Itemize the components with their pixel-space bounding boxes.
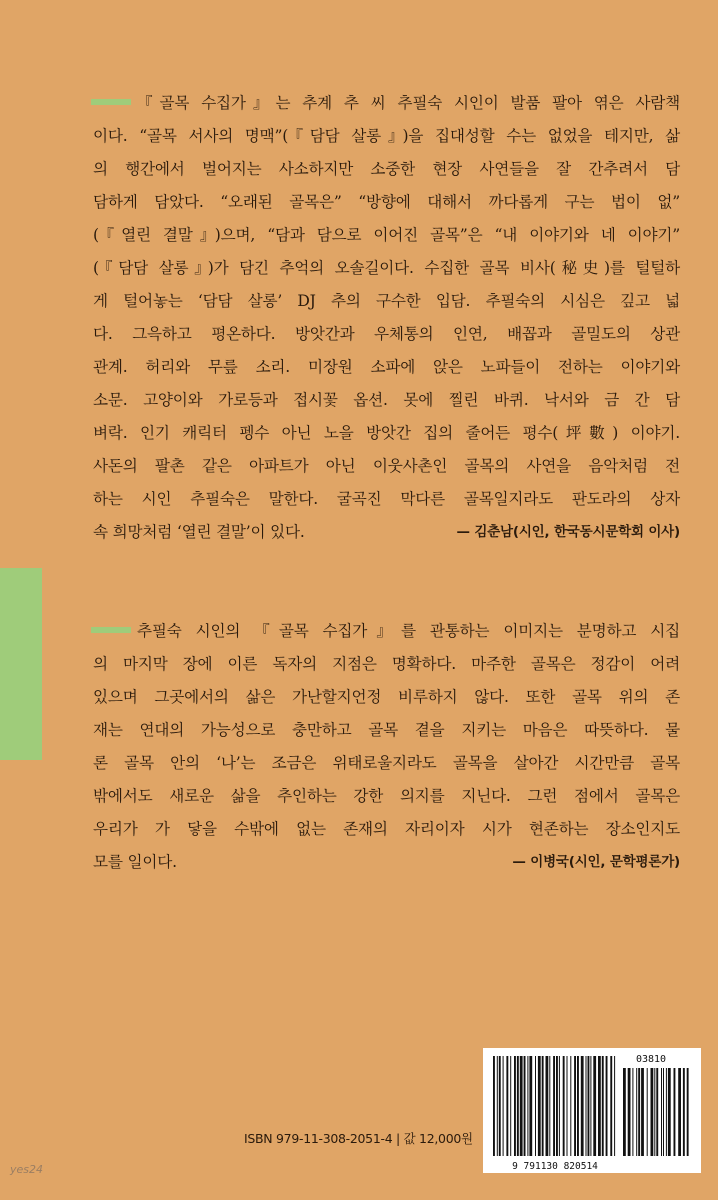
text-line: 담하게 담았다. “오래된 골목은” “방향에 대해서 까다롭게 구는 법이 없” — [93, 193, 680, 211]
text-line: 다. 그윽하고 평온하다. 방앗간과 우체통의 인연, 배꼽과 골밀도의 상관 — [93, 325, 680, 343]
barcode-bar — [610, 1056, 612, 1156]
barcode-bar — [538, 1056, 541, 1156]
text-line: 『골목 수집가』는 추계 추 씨 추필숙 시인이 발품 팔아 엮은 사람책 — [137, 94, 680, 112]
barcode-bar — [510, 1056, 511, 1156]
barcode-bar — [529, 1056, 532, 1156]
barcode-bar — [527, 1056, 528, 1156]
barcode-bar — [656, 1068, 658, 1156]
text-line-last — [93, 846, 680, 879]
barcode-bar — [506, 1056, 508, 1156]
barcode-bar — [493, 1056, 495, 1156]
barcode-bar — [586, 1056, 587, 1156]
text-line: 소문. 고양이와 가로등과 접시꽃 옵션. 못에 찔린 바퀴. 낙서와 금 간 담 — [93, 391, 680, 409]
barcode-bar — [678, 1068, 681, 1156]
barcode-bar — [668, 1068, 671, 1156]
barcode-bar — [683, 1068, 685, 1156]
barcode-bar — [636, 1068, 637, 1156]
reviewer-signature: — 이병국(시인, 문학평론가) — [512, 854, 680, 870]
barcode-bar — [520, 1056, 523, 1156]
text-line: 밖에서도 새로운 삶을 추인하는 강한 의지를 지닌다. 그런 점에서 골목은 — [93, 787, 680, 805]
barcode-bar — [602, 1056, 604, 1156]
barcode-bar — [687, 1068, 689, 1156]
barcode-bar — [556, 1056, 558, 1156]
barcode-bar — [651, 1068, 654, 1156]
text-line: 있으며 그곳에서의 삶은 가난할지언정 비루하지 않다. 또한 골목 위의 존 — [93, 688, 680, 706]
barcode-bar — [666, 1068, 667, 1156]
barcode-bar — [546, 1056, 549, 1156]
barcode-bar — [497, 1056, 498, 1156]
barcode-bar — [654, 1068, 655, 1156]
barcode — [483, 1048, 701, 1173]
text-line: 하는 시인 추필숙은 말한다. 굴곡진 막다른 골목일지라도 판도라의 상자 — [93, 490, 680, 508]
barcode-bar — [638, 1068, 640, 1156]
barcode-bar — [674, 1068, 676, 1156]
text-line: (『열린 결말』)으며, “담과 담으로 이어진 골목”은 “내 이야기와 네 이야기” — [93, 226, 680, 244]
text-line: 추필숙 시인의 『골목 수집가』를 관통하는 이미지는 분명하고 시집 — [137, 622, 680, 640]
barcode-bar — [570, 1056, 571, 1156]
barcode-bar — [563, 1056, 565, 1156]
barcode-bar — [567, 1056, 568, 1156]
text-line-last — [93, 516, 680, 549]
isbn-price-text: ISBN 979-11-308-2051-4 | 값 12,000원 — [244, 1131, 473, 1146]
barcode-bar — [574, 1056, 576, 1156]
barcode-bar — [542, 1056, 544, 1156]
last-line-text: 모를 일이다. — [93, 853, 177, 871]
barcode-bar — [628, 1068, 631, 1156]
text-line: 우리가 가 닿을 수밖에 없는 존재의 자리이자 시가 현존하는 장소인지도 — [93, 820, 680, 838]
barcode-bar — [606, 1056, 608, 1156]
barcode-bar — [661, 1068, 662, 1156]
text-line: 재는 연대의 가능성으로 충만하고 골목 곁을 지키는 마음은 따뜻하다. 물 — [93, 721, 680, 739]
text-line: (『담담 살롱』)가 담긴 추억의 오솔길이다. 수집한 골목 비사(秘史)를 털털하 — [93, 259, 680, 277]
text-line: 사돈의 팔촌 같은 아파트가 아닌 이웃사촌인 골목의 사연을 음악처럼 전 — [93, 457, 680, 475]
text-line: 론 골목 안의 ‘나’는 조금은 위태로울지라도 골목을 살아간 시간만큼 골목 — [93, 754, 680, 772]
barcode-bar — [588, 1056, 590, 1156]
barcode-bar — [503, 1056, 504, 1156]
barcode-bar — [581, 1056, 584, 1156]
barcode-bar — [647, 1068, 648, 1156]
text-line: 벼락. 인기 캐릭터 펭수 아닌 노을 방앗간 집의 줄어든 평수(坪數) 이야기. — [93, 424, 680, 442]
review1-paragraph — [93, 87, 680, 549]
barcode-bar — [514, 1056, 516, 1156]
text-line: 의 행간에서 벌어지는 사소하지만 소중한 현장 사연들을 잘 간추려서 담 — [93, 160, 680, 178]
text-line: 이다. “골목 서사의 명맥”(『담담 살롱』)을 집대성할 수는 없었을 테지만, 삶 — [93, 127, 680, 145]
barcode-bar — [499, 1056, 501, 1156]
side-accent-bar — [0, 568, 42, 760]
text-line: 관계. 허리와 무릎 소리. 미장원 소파에 앉은 노파들이 전하는 이야기와 — [93, 358, 680, 376]
barcode-bar — [549, 1056, 550, 1156]
barcode-main-number: 9 791130 820514 — [512, 1161, 598, 1172]
barcode-bar — [598, 1056, 601, 1156]
barcode-bar — [535, 1056, 536, 1156]
barcode-bar — [623, 1068, 626, 1156]
watermark-logo: yes24 — [10, 1163, 44, 1176]
barcode-bar — [577, 1056, 579, 1156]
review2-paragraph — [93, 615, 680, 879]
barcode-bar — [553, 1056, 555, 1156]
barcode-bar — [517, 1056, 519, 1156]
barcode-graphic — [483, 1048, 701, 1173]
last-line-text: 속 희망처럼 ‘열린 결말’이 있다. — [93, 523, 305, 541]
barcode-bar — [559, 1056, 560, 1156]
reviewer-signature: — 김춘남(시인, 한국동시문학회 이사) — [456, 524, 680, 540]
barcode-bar — [593, 1056, 596, 1156]
barcode-addon-number: 03810 — [635, 1054, 667, 1065]
barcode-bar — [641, 1068, 644, 1156]
barcode-bar — [614, 1056, 615, 1156]
barcode-bar — [632, 1068, 633, 1156]
text-line: 의 마지막 장에 이른 독자의 지점은 명확하다. 마주한 골목은 정감이 어려 — [93, 655, 680, 673]
text-line: 게 털어놓는 ‘담담 살롱’ DJ 추의 구수한 입담. 추필숙의 시심은 깊고 넓 — [93, 292, 680, 310]
barcode-bar — [590, 1056, 591, 1156]
barcode-bar — [524, 1056, 526, 1156]
barcode-bar — [663, 1068, 664, 1156]
